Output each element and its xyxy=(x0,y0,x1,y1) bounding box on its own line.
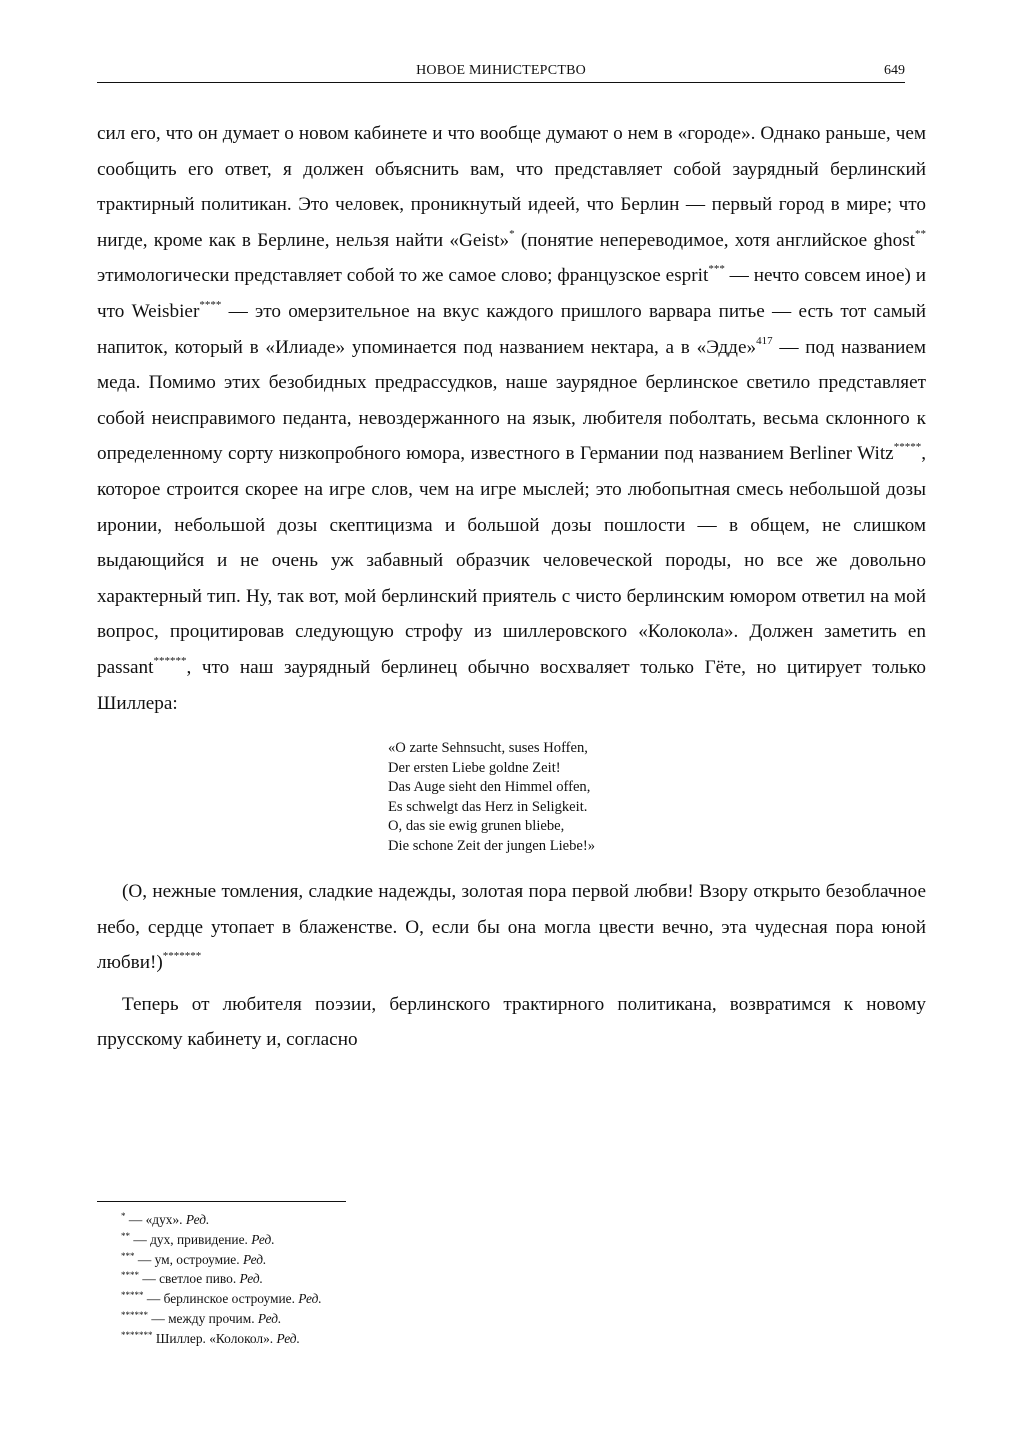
footnote-ref[interactable]: **** xyxy=(199,298,222,311)
text-run: (понятие непереводимое, хотя английское ghost xyxy=(514,229,915,251)
footnote-editor: Ред. xyxy=(239,1271,263,1287)
footnotes xyxy=(121,1210,322,1349)
paragraph-1 xyxy=(97,116,926,721)
verse-line: Das Auge sieht den Himmel offen, xyxy=(388,779,591,796)
verse-line: Es schwelgt das Herz in Seligkeit. xyxy=(388,798,588,815)
footnote-editor: Ред. xyxy=(276,1330,300,1346)
text-run: Теперь от любителя поэзии, берлинского трактирного политикана, возвратимся к новому прусскому кабинету и, согласно xyxy=(97,993,926,1051)
footnote-ref[interactable]: ****** xyxy=(153,654,187,667)
footnote-mark: ******* xyxy=(121,1329,153,1340)
text-run: , которое строится скорее на игре слов, чем на игре мыслей; это любопытная смесь небольшой дозы иронии, небольшой дозы скептицизма и большой дозы пошлости — в общем, не слишком выдающийся и не очень уж забавный образчик человеческой породы, но все же довольно характерный тип. Ну, так вот, мой берлинский приятель с чисто берлинским юмором ответил на мой вопрос, процитировав следующую строфу из шиллеровского «Колокола». Должен заметить en passant xyxy=(97,443,926,678)
footnote-mark: * xyxy=(121,1211,126,1221)
footnote-text: — светлое пиво. xyxy=(139,1271,240,1287)
body-text xyxy=(97,116,926,1058)
footnote-ref[interactable]: ***** xyxy=(893,441,922,454)
text-run: сил его, что он думает о новом кабинете и что вообще думают о нем в «городе». Однако раньше, чем сообщить его ответ, я должен объяснить вам, что представляет собой заурядный берлинский трактирный политикан. Это человек, проникнутый идеей, что Берлин — первый город в мире; что нигде, кроме как в Берлине, нельзя найти «Geist» xyxy=(97,123,926,251)
footnote-editor: Ред. xyxy=(251,1231,275,1247)
running-header xyxy=(97,60,905,83)
text-run: этимологически представляет собой то же самое слово; французское esprit xyxy=(97,265,709,287)
footnote-mark: ***** xyxy=(121,1290,144,1301)
page-number: 649 xyxy=(884,63,905,78)
text-run: — нечто совсем иное) и что Weisbier xyxy=(97,265,926,322)
endnote-ref[interactable]: 417 xyxy=(756,334,773,347)
footnote-text: — дух, привидение. xyxy=(130,1231,252,1247)
footnote-item xyxy=(121,1329,322,1349)
footnote-mark: ****** xyxy=(121,1309,148,1320)
footnote-item xyxy=(121,1210,322,1230)
text-run: — это омерзительное на вкус каждого пришлого варвара питье — есть тот самый напиток, который в «Илиаде» упоминается под названием нектара, а в «Эдде» xyxy=(97,300,927,358)
text-run: , что наш заурядный берлинец обычно восхваляет только Гёте, но цитирует только Шиллера: xyxy=(97,656,926,714)
footnote-divider xyxy=(97,1201,346,1202)
paragraph-3 xyxy=(97,987,926,1058)
footnote-item xyxy=(121,1289,322,1309)
footnote-item xyxy=(121,1309,322,1329)
footnote-editor: Ред. xyxy=(242,1251,267,1267)
footnote-text: — «дух». xyxy=(125,1212,186,1227)
footnote-ref[interactable]: ******* xyxy=(162,950,202,963)
footnote-mark: **** xyxy=(121,1270,139,1281)
footnote-item xyxy=(121,1269,322,1289)
footnote-item xyxy=(121,1250,322,1270)
text-run: (О, нежные томления, сладкие надежды, золотая пора первой любви! Взору открыто безоблачное небо, сердце утопает в блаженстве. О, если бы она могла цвести вечно, эта чудесная пора юной любви!) xyxy=(97,881,926,974)
footnote-text: Шиллер. «Колокол». xyxy=(152,1330,277,1346)
footnote-mark: ** xyxy=(121,1230,130,1241)
verse-line: «O zarte Sehnsucht, suses Hoffen, xyxy=(388,740,588,757)
footnote-text: — между прочим. xyxy=(148,1310,258,1326)
footnote-ref[interactable]: * xyxy=(509,227,515,240)
footnote-editor: Ред. xyxy=(185,1212,210,1227)
footnote-item xyxy=(121,1230,322,1250)
footnote-ref[interactable]: ** xyxy=(915,227,926,240)
paragraph-2 xyxy=(97,874,926,981)
verse-quote xyxy=(388,739,926,856)
footnote-mark: *** xyxy=(121,1250,135,1261)
text-run: — под названием меда. Помимо этих безобидных предрассудков, наше заурядное берлинское светило представляет собой неисправимого педанта, невоздержанного на язык, любителя поболтать, весьма склонного к определенному сорту низкопробного юмора, известного в Германии под названием Berliner Witz xyxy=(97,336,926,465)
footnote-editor: Ред. xyxy=(298,1291,322,1307)
footnote-editor: Ред. xyxy=(257,1310,282,1326)
footnote-ref[interactable]: *** xyxy=(708,263,725,276)
verse-line: O, das sie ewig grunen bliebe, xyxy=(388,818,565,835)
footnote-text: — ум, остроумие. xyxy=(134,1251,243,1267)
verse-line: Der ersten Liebe goldne Zeit! xyxy=(388,759,561,776)
footnote-text: — берлинское остроумие. xyxy=(143,1291,299,1307)
verse-line: Die schone Zeit der jungen Liebe!» xyxy=(388,837,596,854)
running-title: НОВОЕ МИНИСТЕРСТВО xyxy=(416,63,586,78)
